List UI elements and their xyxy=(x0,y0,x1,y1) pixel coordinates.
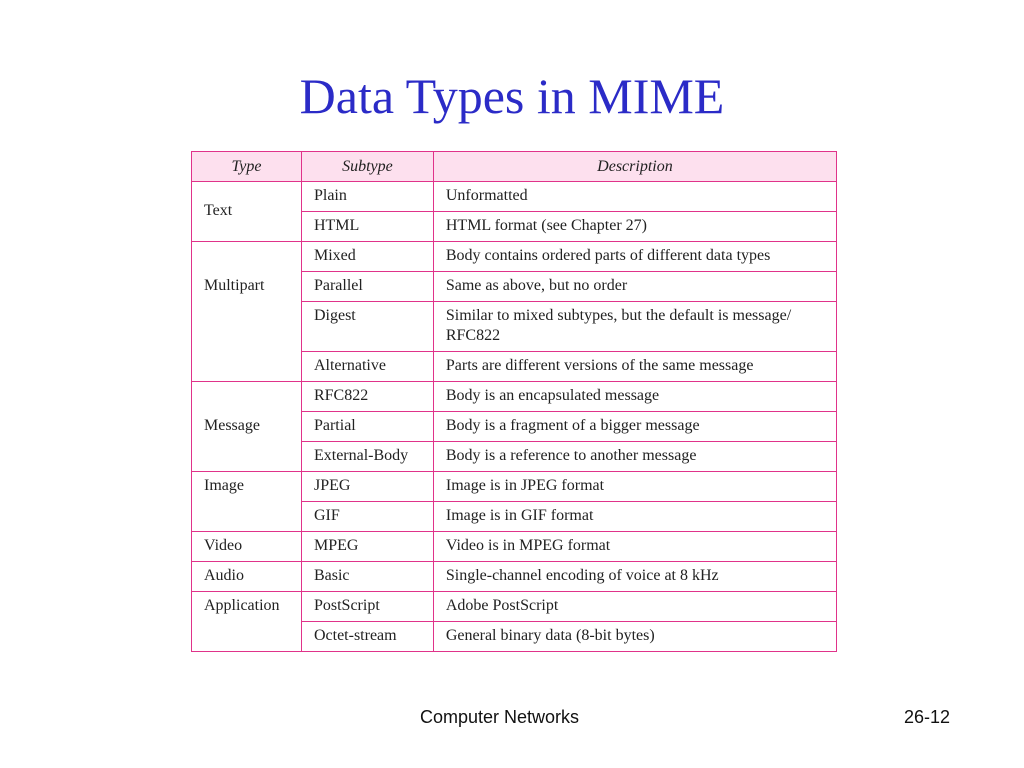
subtype-cell: Partial xyxy=(301,412,433,442)
description-cell: Body is an encapsulated message xyxy=(433,382,836,412)
subtype-cell: JPEG xyxy=(301,472,433,502)
description-cell: Image is in JPEG format xyxy=(433,472,836,502)
subtype-cell: External-Body xyxy=(301,442,433,472)
type-cell: Multipart xyxy=(192,242,302,382)
type-cell: Text xyxy=(192,182,302,242)
footer-course-name: Computer Networks xyxy=(420,707,580,727)
table-row xyxy=(192,592,837,622)
type-cell: Image xyxy=(192,472,302,532)
description-cell: Body is a reference to another message xyxy=(433,442,836,472)
footer-slide-number: 26-12 xyxy=(904,707,951,727)
subtype-cell: PostScript xyxy=(301,592,433,622)
table-row xyxy=(192,382,837,412)
table-row xyxy=(192,472,837,502)
header-type: Type xyxy=(192,152,302,182)
subtype-cell: Plain xyxy=(301,182,433,212)
slide-title: Data Types in MIME xyxy=(299,68,725,124)
description-cell: Adobe PostScript xyxy=(433,592,836,622)
subtype-cell: MPEG xyxy=(301,532,433,562)
description-cell: Image is in GIF format xyxy=(433,502,836,532)
subtype-cell: Basic xyxy=(301,562,433,592)
subtype-cell: Digest xyxy=(301,302,433,352)
description-cell: Single-channel encoding of voice at 8 kHz xyxy=(433,562,836,592)
type-cell: Message xyxy=(192,382,302,472)
subtype-cell: RFC822 xyxy=(301,382,433,412)
description-cell: Parts are different versions of the same message xyxy=(433,352,836,382)
table-header-row xyxy=(192,152,837,182)
header-description: Description xyxy=(433,152,836,182)
subtype-cell: Mixed xyxy=(301,242,433,272)
subtype-cell: Alternative xyxy=(301,352,433,382)
table-row xyxy=(192,242,837,272)
description-cell: HTML format (see Chapter 27) xyxy=(433,212,836,242)
type-cell: Application xyxy=(192,592,302,652)
table-row xyxy=(192,532,837,562)
description-cell: Unformatted xyxy=(433,182,836,212)
header-subtype: Subtype xyxy=(301,152,433,182)
description-cell: Body is a fragment of a bigger message xyxy=(433,412,836,442)
subtype-cell: Parallel xyxy=(301,272,433,302)
description-cell: Video is in MPEG format xyxy=(433,532,836,562)
table-row xyxy=(192,182,837,212)
description-cell: Similar to mixed subtypes, but the default is message/ RFC822 xyxy=(433,302,836,352)
type-cell: Video xyxy=(192,532,302,562)
mime-types-table xyxy=(191,151,837,652)
type-cell: Audio xyxy=(192,562,302,592)
description-cell: Same as above, but no order xyxy=(433,272,836,302)
subtype-cell: GIF xyxy=(301,502,433,532)
description-cell: Body contains ordered parts of different data types xyxy=(433,242,836,272)
table-row xyxy=(192,562,837,592)
description-cell: General binary data (8-bit bytes) xyxy=(433,622,836,652)
subtype-cell: HTML xyxy=(301,212,433,242)
subtype-cell: Octet-stream xyxy=(301,622,433,652)
